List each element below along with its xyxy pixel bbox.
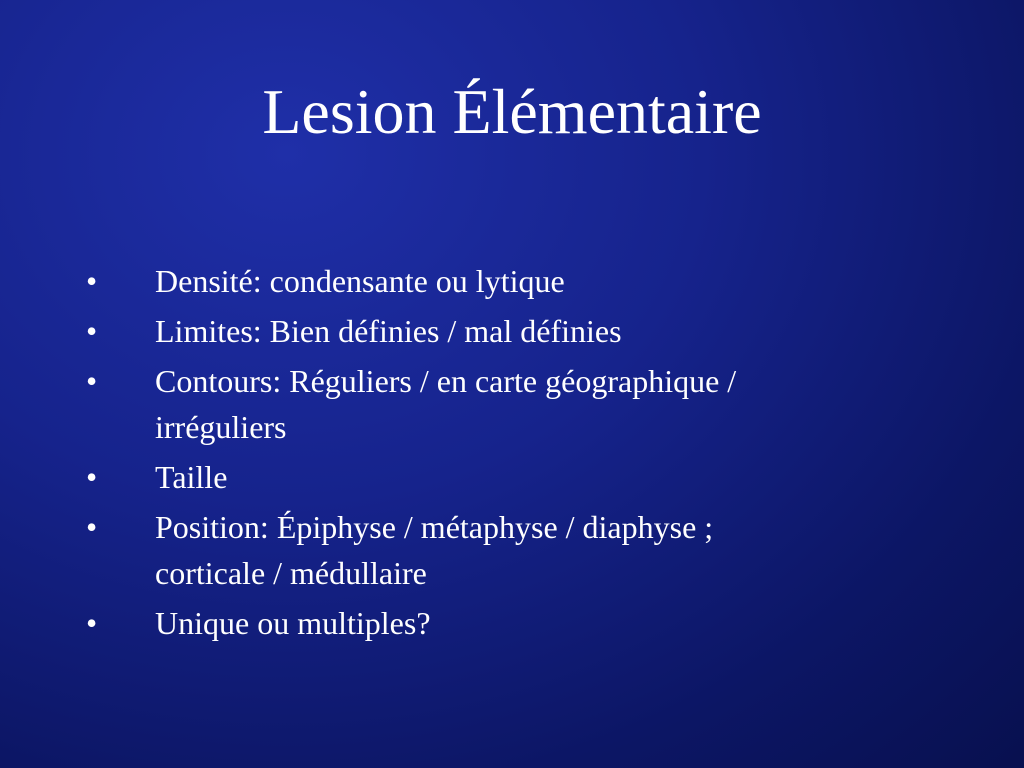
bullet-line: Contours: Réguliers / en carte géographique / (155, 363, 737, 399)
list-item-contours (80, 358, 940, 450)
bullet-text (155, 358, 940, 450)
bullet-list (80, 258, 940, 650)
bullet-icon: • (86, 263, 98, 299)
bullet-line: Position: Épiphyse / métaphyse / diaphyse ; (155, 509, 714, 545)
bullet-line: corticale / médullaire (155, 555, 427, 591)
bullet-text (155, 504, 940, 596)
bullet-line: Densité: condensante ou lytique (155, 263, 565, 299)
bullet-line: Limites: Bien définies / mal définies (155, 313, 622, 349)
bullet-icon: • (86, 313, 98, 349)
bullet-icon: • (86, 605, 98, 641)
bullet-icon: • (86, 363, 98, 399)
slide-title: Lesion Élémentaire (262, 76, 762, 147)
bullet-icon: • (86, 509, 98, 545)
list-item-densite (80, 258, 940, 304)
bullet-line: irréguliers (155, 409, 287, 445)
list-item-taille (80, 454, 940, 500)
list-item-unique (80, 600, 940, 646)
bullet-line: Unique ou multiples? (155, 605, 431, 641)
list-item-limites (80, 308, 940, 354)
bullet-text (155, 308, 940, 354)
bullet-text (155, 454, 940, 500)
bullet-text (155, 600, 940, 646)
bullet-icon: • (86, 459, 98, 495)
bullet-text (155, 258, 940, 304)
bullet-line: Taille (155, 459, 228, 495)
list-item-position (80, 504, 940, 596)
